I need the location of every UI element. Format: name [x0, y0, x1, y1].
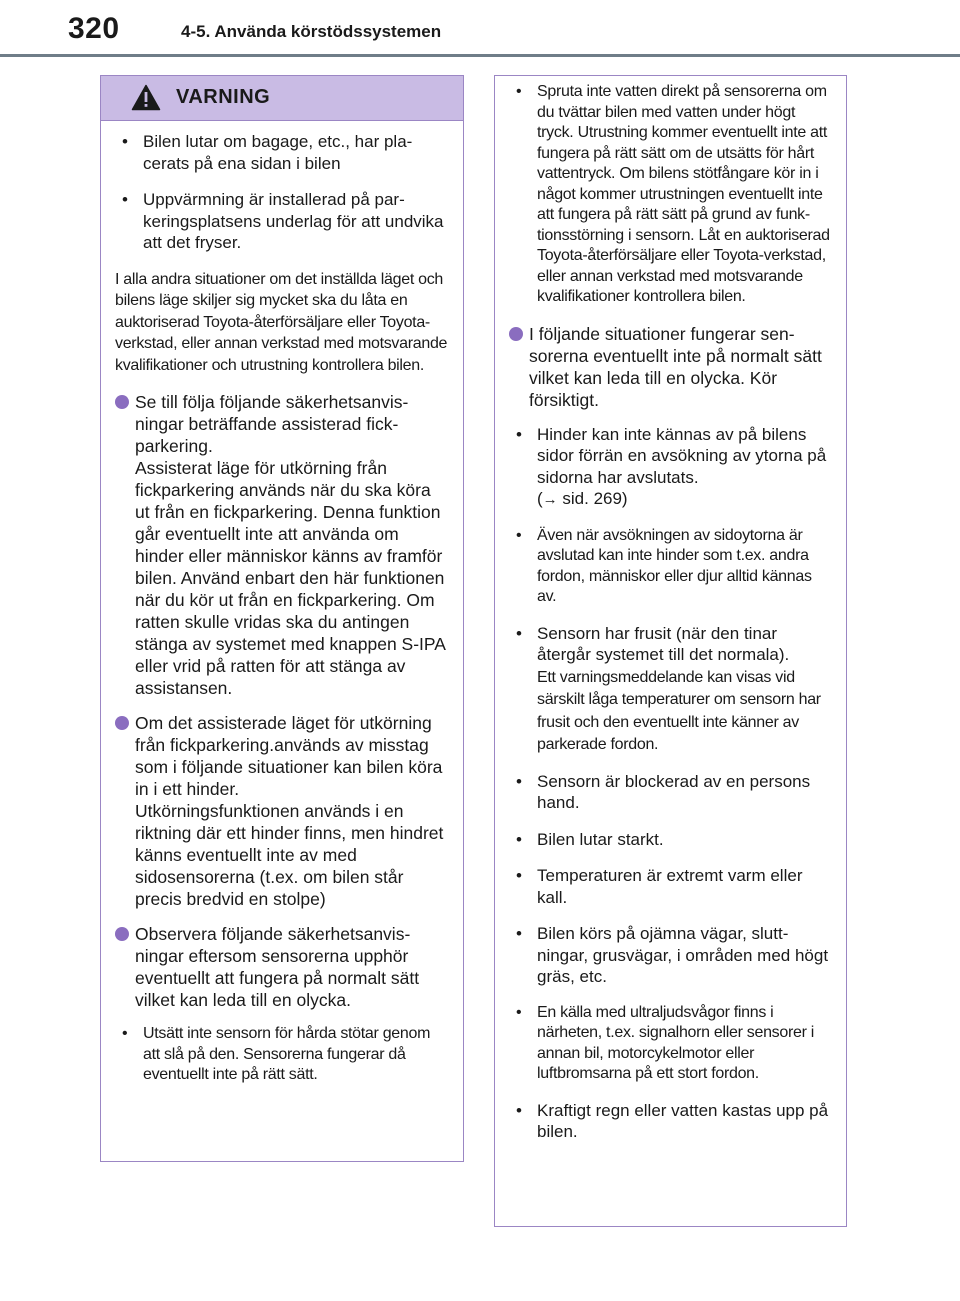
circle-item-text: I följande situationer fungerar sensorerna eventuellt inte på normalt sätt vilket kan leda till en olycka. Kör försiktigt.	[529, 323, 822, 410]
section-title: 4-5. Använda körstödssystemen	[181, 22, 442, 41]
warning-box-left	[100, 75, 464, 1162]
list-item-text: Hinder kan inte kännas av på bilens sidor förrän en avsökning av ytorna på sidorna har avslutats.	[537, 424, 827, 487]
arrow-right-icon: →	[542, 491, 558, 508]
circle-item-text: Om det assisterade läget för utkörning från fickparkering.används av misstag som i följande situationer kan bilen köra in i ett hinder.	[135, 713, 443, 799]
list-item: • En källa med ultraljudsvågor finns i närheten, t.ex. signalhorn eller sensorer i annan bil, motorcykelmotor eller luftbromsarna på ett stort fordon.	[509, 1003, 832, 1085]
page-ref: sid. 269)	[557, 489, 628, 508]
warning-header	[101, 76, 463, 121]
list-item: • Temperaturen är extremt varm eller kall.	[509, 865, 832, 908]
circle-item	[115, 712, 449, 910]
list-item: • Spruta inte vatten direkt på sensorerna om du tvättar bilen med vatten under högt tryck. Utrustning kommer eventuellt inte att fungera på rätt sätt om de utsätts för hårt vattentryck. Om bilens stötfångare kör in i något kommer utrustningen eventuellt inte att fungera på rätt sätt på grund av funktionsstörning i sensorn. Låt en auktoriserad Toyota-återförsäljare eller Toyota-verkstad, eller annan verkstad med motsvarande kvalifikationer kontrollera bilen.	[509, 82, 832, 308]
list-item: • Uppvärmning är installerad på parkeringsplatsens underlag för att undvika att det fryser.	[115, 189, 449, 254]
list-item: • Även när avsökningen av sidoytorna är avslutad kan inte hinder som t.ex. andra fordon, människor eller djur alltid kännas av.	[509, 526, 832, 608]
list-item	[509, 424, 832, 511]
list-item	[509, 623, 832, 756]
list-item: • Kraftigt regn eller vatten kastas upp på bilen.	[509, 1100, 832, 1143]
warning-triangle-icon	[131, 84, 161, 111]
list-item: • Utsätt inte sensorn för hårda stötar genom att slå på den. Sensorerna fungerar då eventuellt inte på rätt sätt.	[115, 1024, 449, 1086]
warning-box-right	[494, 75, 847, 1227]
warning-content-left	[101, 121, 463, 1086]
list-item: • Sensorn är blockerad av en persons hand.	[509, 771, 832, 814]
bullet-circle-icon	[115, 395, 129, 409]
page-header	[0, 0, 960, 58]
circle-item	[509, 323, 832, 411]
circle-item-text: Se till följa följande säkerhetsanvisningar beträffande assisterad fickparkering.	[135, 392, 409, 456]
list-item: • Bilen lutar starkt.	[509, 829, 832, 851]
list-item-text: Ett varningsmeddelande kan visas vid särskilt låga temperaturer om sensorn har frusit och den eventuellt inte känner av parkerade fordon.	[537, 668, 821, 753]
warning-content-right	[495, 76, 846, 1143]
list-item: • Bilen körs på ojämna vägar, sluttningar, grusvägar, i områden med högt gräs, etc.	[509, 923, 832, 988]
bullet-circle-icon	[509, 327, 523, 341]
page-number: 320	[68, 12, 120, 45]
circle-item	[115, 391, 449, 699]
circle-item-text: Observera följande säkerhetsanvisningar eftersom sensorerna upphör eventuellt att fungera på normalt sätt vilket kan leda till en olycka.	[135, 924, 420, 1010]
page-ref-open: (	[537, 489, 543, 508]
bullet-circle-icon	[115, 716, 129, 730]
circle-item	[115, 923, 449, 1011]
circle-item-text: Utkörningsfunktionen används i en riktning där ett hinder finns, men hindret känns eventuellt inte av med sidosensorerna (t.ex. om bilen står precis bredvid en stolpe)	[135, 801, 444, 909]
list-item: • Bilen lutar om bagage, etc., har placerats på ena sidan i bilen	[115, 131, 449, 174]
list-item-text: Sensorn har frusit (när den tinar återgår systemet till det normala).	[537, 623, 790, 664]
header-divider	[0, 54, 960, 57]
bullet-circle-icon	[115, 927, 129, 941]
circle-item-text: Assisterat läge för utkörning från fickparkering används när du ska köra ut från en fickparkering. Denna funktion går eventuellt inte att använda om hinder eller människor känns av framför bilen. Använd enbart den här funktionen när du kör ut från en fickparkering. Om ratten skulle vridas ska du antingen stänga av systemet med knappen S-IPA eller vrid på ratten för att stänga av assistansen.	[135, 458, 445, 698]
warning-label: VARNING	[176, 86, 271, 108]
paragraph: I alla andra situationer om det inställda läget och bilens läge skiljer sig mycket ska du låta en auktoriserad Toyota-återförsäljare eller Toyota-verkstad, eller annan verkstad med motsvarande kvalifikationer och utrustning kontrollera bilen.	[115, 270, 448, 374]
